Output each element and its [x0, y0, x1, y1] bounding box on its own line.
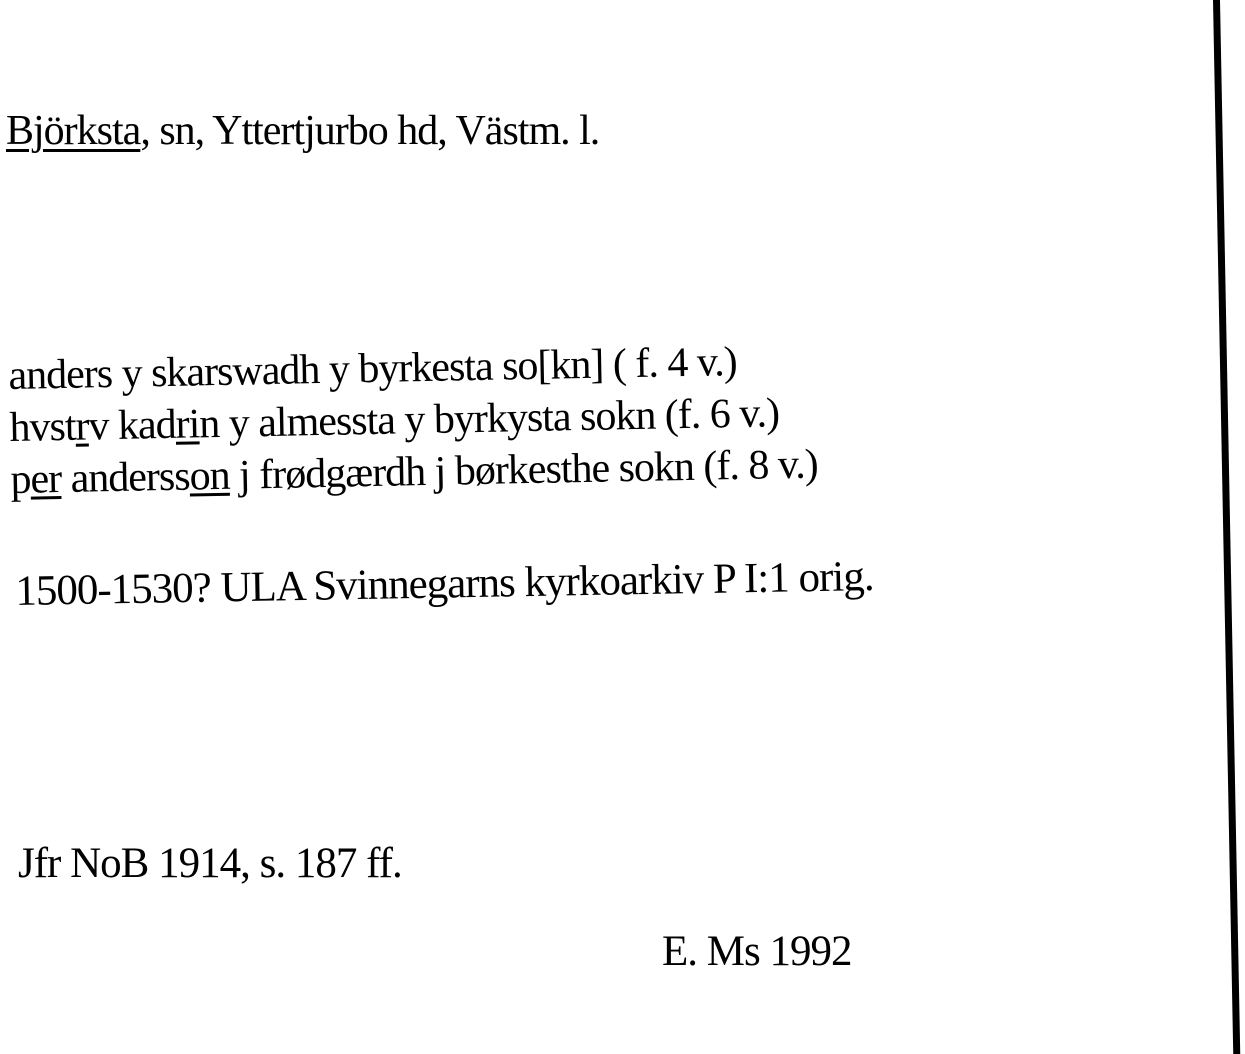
- attestation-list: [8, 335, 818, 506]
- entry-text-underlined: er: [30, 456, 62, 503]
- entry-text: p: [10, 456, 31, 503]
- entry-text-underlined: ri: [175, 401, 200, 448]
- entry-text: j frødgærdh j børkesthe sokn (f. 8 v.): [229, 441, 819, 499]
- entry-text: n y almessta y byrkysta sokn (f. 6 v.): [198, 390, 780, 448]
- entry-text-underlined: r: [75, 403, 89, 450]
- place-name: Björksta: [6, 108, 141, 154]
- place-description: , sn, Yttertjurbo hd, Västm. l.: [140, 108, 600, 154]
- entry-text: anderss: [60, 453, 191, 502]
- author-signature: E. Ms 1992: [662, 928, 852, 975]
- source-citation: 1500-1530? ULA Svinnegarns kyrkoarkiv P I:1 orig.: [14, 553, 874, 615]
- entry-text: anders y skarswadh y byrkesta so[kn] ( f. 4 v.): [8, 339, 738, 399]
- literature-reference: Jfr NoB 1914, s. 187 ff.: [18, 840, 402, 887]
- card-edge-line: [1213, 0, 1240, 1054]
- heading-line: [6, 110, 599, 152]
- entry-text: hvst: [9, 403, 76, 451]
- entry-text: v kad: [88, 401, 177, 450]
- entry-text-underlined: on: [189, 452, 231, 500]
